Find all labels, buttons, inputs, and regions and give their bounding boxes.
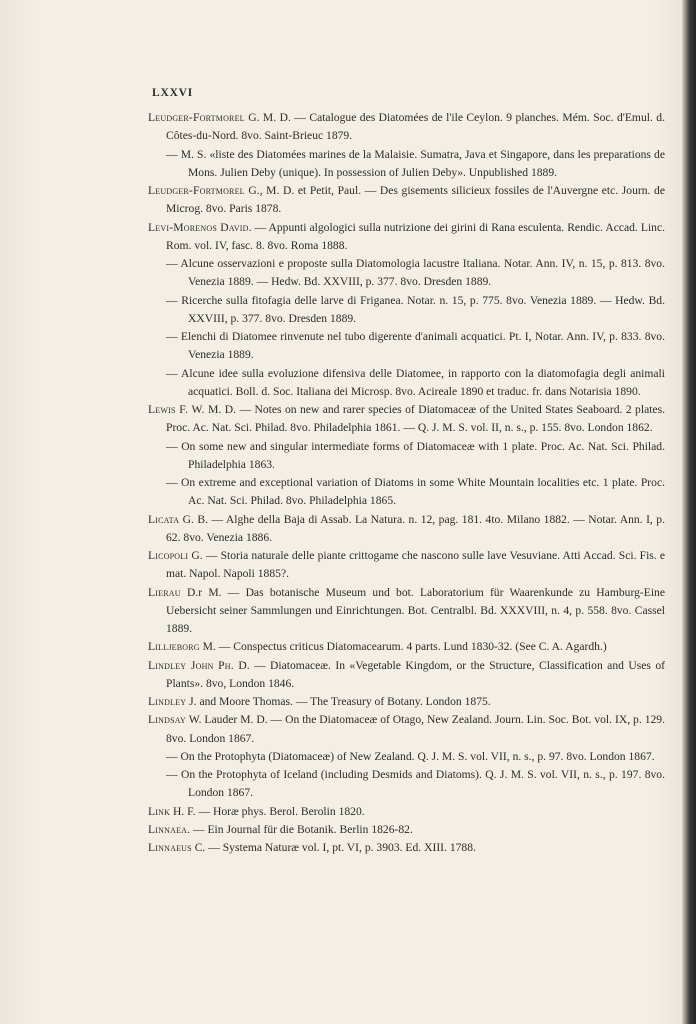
bibliography-entry (148, 803, 665, 821)
entry-author: Lindley John Ph. (148, 658, 234, 672)
entry-text: — M. S. «liste des Diatomées marines de la Malaisie. Sumatra, Java et Singapore, dans les preparations de Mons. Julien Deby (unique). In possession of Julien Deby». Unpublished 1889. (166, 147, 665, 179)
entry-text: — On extreme and exceptional variation of Diatoms in some White Mountain localities etc. 1 plate. Proc. Ac. Nat. Sci. Philad. 8vo. Philadelphia 1865. (166, 476, 665, 508)
entry-text: — Alcune idee sulla evoluzione difensiva delle Diatomee, in rapporto con la diatomofagia degli animali acquatici. Boll. d. Soc. Italiana dei Microsp. 8vo. Acireale 1890 et traduc. fr. dans Notarisia 1890. (166, 366, 665, 398)
bibliography-entry (148, 547, 665, 584)
entry-text: — On the Protophyta of Iceland (including Desmids and Diatoms). Q. J. M. S. vol. VII, n. s., p. 197. 8vo. London 1867. (166, 768, 665, 800)
bibliography-entry (148, 182, 665, 219)
entry-author: Linnaea (148, 822, 188, 836)
bibliography-entry (148, 748, 665, 766)
entry-text: D. — Diatomaceæ. In «Vegetable Kingdom, or the Structure, Classification and Uses of Plants». 8vo, London 1846. (166, 658, 665, 690)
bibliography-entry (148, 693, 665, 711)
bibliography-entry (148, 219, 665, 256)
entry-author: Lierau (148, 585, 181, 599)
bibliography-entry (148, 365, 665, 402)
entry-text: G. M. D. — Catalogue des Diatomées de l'ile Ceylon. 9 planches. Mém. Soc. d'Emul. d. Côtes-du-Nord. 8vo. Saint-Brieuc 1879. (166, 111, 665, 143)
page-edge-shadow (682, 0, 696, 1024)
bibliography-entry (148, 638, 665, 656)
entry-author: Lilljeborg (148, 640, 200, 654)
bibliography-list (148, 109, 665, 857)
entry-text: — On the Protophyta (Diatomaceæ) of New Zealand. Q. J. M. S. vol. VII, n. s., p. 97. 8vo. London 1867. (166, 749, 655, 763)
entry-author: Lindsay (148, 713, 186, 727)
entry-text: — Ricerche sulla fitofagia delle larve di Friganea. Notar. n. 15, p. 775. 8vo. Venezia 1889. — Hedw. Bd. XXVIII, p. 377. 8vo. Dresden 1889. (166, 293, 665, 325)
entry-text: G. — Storia naturale delle piante crittogame che nascono sulle lave Vesuviane. Atti Accad. Sci. Fis. e mat. Napol. Napoli 1885?. (166, 549, 665, 581)
entry-text: M. — Conspectus criticus Diatomacearum. 4 parts. Lund 1830-32. (See C. A. Agardh.) (199, 640, 607, 654)
bibliography-entry (148, 821, 665, 839)
entry-text: . — Ein Journal für die Botanik. Berlin 1826-82. (187, 822, 413, 836)
entry-author: Leudger-Fortmorel (148, 111, 245, 124)
bibliography-entry (148, 401, 665, 438)
bibliography-entry (148, 474, 665, 511)
entry-text: — Elenchi di Diatomee rinvenute nel tubo digerente d'animali acquatici. Pt. I, Notar. Ann. IV, p. 833. 8vo. Venezia 1889. (166, 330, 665, 362)
entry-text: J. and Moore Thomas. — The Treasury of Botany. London 1875. (186, 695, 491, 708)
bibliography-entry (148, 146, 665, 183)
entry-author: Leudger-Fortmorel (148, 184, 245, 197)
bibliography-entry (148, 511, 665, 548)
bibliography-entry (148, 255, 665, 292)
bibliography-entry (148, 438, 665, 475)
entry-text: . — Appunti algologici sulla nutrizione dei girini di Rana esculenta. Rendic. Accad. Linc. Rom. vol. IV, fasc. 8. 8vo. Roma 1888. (166, 220, 666, 252)
bibliography-entry (148, 109, 665, 146)
entry-text: G., M. D. et Petit, Paul. — Des gisements silicieux fossiles de l'Auvergne etc. Journ. de Microg. 8vo. Paris 1878. (166, 184, 665, 216)
entry-text: — On some new and singular intermediate forms of Diatomaceæ with 1 plate. Proc. Ac. Nat. Sci. Philad. Philadelphia 1863. (166, 439, 665, 471)
page-number: LXXVI (152, 87, 194, 99)
bibliography-entry (148, 839, 665, 857)
entry-author: Lewis F. W. (148, 403, 205, 416)
bibliography-entry (148, 328, 665, 365)
bibliography-entry (148, 657, 665, 694)
entry-text: H. F. — Horæ phys. Berol. Berolin 1820. (170, 804, 365, 818)
entry-text: G. B. — Alghe della Baja di Assab. La Natura. n. 12, pag. 181. 4to. Milano 1882. — Notar. Ann. I, p. 62. 8vo. Venezia 1886. (166, 512, 665, 544)
bibliography-entry (148, 584, 665, 639)
bibliography-entry (148, 766, 665, 803)
bibliography-entry (148, 711, 665, 748)
entry-author: Licopoli (148, 549, 189, 562)
entry-author: Linnaeus (148, 841, 192, 854)
entry-text: D.r M. — Das botanische Museum und bot. Laboratorium für Waarenkunde zu Hamburg-Eine Uebersicht seiner Sammlungen und Einrichtungen. Bot. Centralbl. Bd. XXXVIII, n. 4, p. 558. 8vo. Cassel 1889. (166, 585, 665, 635)
entry-text: C. — Systema Naturæ vol. I, pt. VI, p. 3903. Ed. XIII. 1788. (191, 841, 476, 854)
entry-author: Link (148, 804, 171, 818)
entry-author: Levi-Morenos David (148, 220, 249, 234)
entry-author: Lindley (148, 695, 187, 708)
entry-author: Licata (148, 512, 180, 526)
entry-text: — Alcune osservazioni e proposte sulla Diatomologia lacustre Italiana. Notar. Ann. IV, n. 15, p. 813. 8vo. Venezia 1889. — Hedw. Bd. XXVIII, p. 377. 8vo. Dresden 1889. (166, 257, 665, 289)
entry-text: W. Lauder M. D. — On the Diatomaceæ of Otago, New Zealand. Journ. Lin. Soc. Bot. vol. IX, p. 129. 8vo. London 1867. (166, 713, 665, 745)
bibliography-entry (148, 292, 665, 329)
entry-text: M. D. — Notes on new and rarer species of Diatomaceæ of the United States Seaboard. 2 plates. Proc. Ac. Nat. Sci. Philad. 8vo. Philadelphia 1861. — Q. J. M. S. vol. II, n. s., p. 155. 8vo. London 1862. (166, 403, 665, 435)
